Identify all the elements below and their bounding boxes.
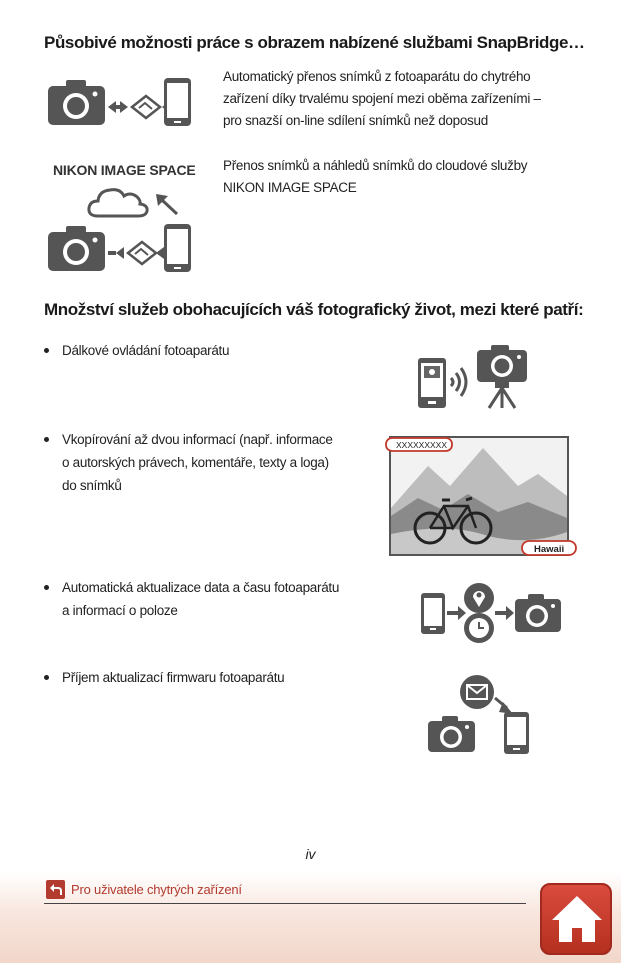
bullet-dot xyxy=(44,348,49,353)
text-line: do snímků xyxy=(62,478,122,493)
page-number: iv xyxy=(305,846,316,862)
bullet-date-location-sync xyxy=(62,576,362,622)
home-button[interactable] xyxy=(540,883,612,955)
imprint-top-label: XXXXXXXXX xyxy=(396,440,448,450)
text-line: pro snazší on-line sdílení snímků než doposud xyxy=(223,113,488,128)
bullet-dot xyxy=(44,585,49,590)
bullet-remote-control xyxy=(62,339,362,362)
camera-to-phone-upload-icon xyxy=(46,222,196,276)
feature-auto-transfer-text xyxy=(223,66,563,132)
feature-cloud-upload-text xyxy=(223,155,563,199)
firmware-update-icon xyxy=(427,674,531,756)
smart-device-users-link-label: Pro uživatele chytrých zařízení xyxy=(71,881,242,897)
date-location-sync-icon xyxy=(420,582,562,646)
bullet-dot xyxy=(44,437,49,442)
camera-to-phone-transfer-icon xyxy=(46,76,196,130)
text-line: o autorských právech, komentáře, texty a loga) xyxy=(62,455,329,470)
text-line: Příjem aktualizací firmwaru fotoaparátu xyxy=(62,670,285,685)
remote-control-icon xyxy=(417,344,529,410)
section-heading-snapbridge: Působivé možnosti práce s obrazem nabízené službami SnapBridge… xyxy=(44,33,585,52)
bullet-imprint-info xyxy=(62,428,362,497)
bullet-firmware-update xyxy=(62,666,362,689)
photo-with-imprint-illustration xyxy=(388,436,578,558)
text-line: Automatický přenos snímků z fotoaparátu do chytrého xyxy=(223,69,531,84)
home-icon xyxy=(550,892,604,946)
text-line: zařízení díky trvalému spojení mezi oběma zařízeními – xyxy=(223,91,541,106)
imprint-bottom-label: Hawaii xyxy=(534,544,565,555)
text-line: Automatická aktualizace data a času fotoaparátu xyxy=(62,580,340,595)
bullet-dot xyxy=(44,675,49,680)
cloud-icon xyxy=(86,186,150,220)
text-line: Dálkové ovládání fotoaparátu xyxy=(62,343,230,358)
text-line: Přenos snímků a náhledů snímků do cloudové služby xyxy=(223,158,528,173)
footer-divider xyxy=(44,903,526,904)
text-line: NIKON IMAGE SPACE xyxy=(223,180,357,195)
back-arrow-icon xyxy=(46,880,65,899)
nikon-image-space-logo: NIKON IMAGE SPACE xyxy=(53,162,196,178)
smart-device-users-link[interactable] xyxy=(46,878,242,900)
text-line: Vkopírování až dvou informací (např. informace xyxy=(62,432,333,447)
section-heading-services: Množství služeb obohacujících váš fotografický život, mezi které patří: xyxy=(44,300,584,319)
text-line: a informací o poloze xyxy=(62,603,178,618)
upload-arrow-icon xyxy=(152,192,182,218)
